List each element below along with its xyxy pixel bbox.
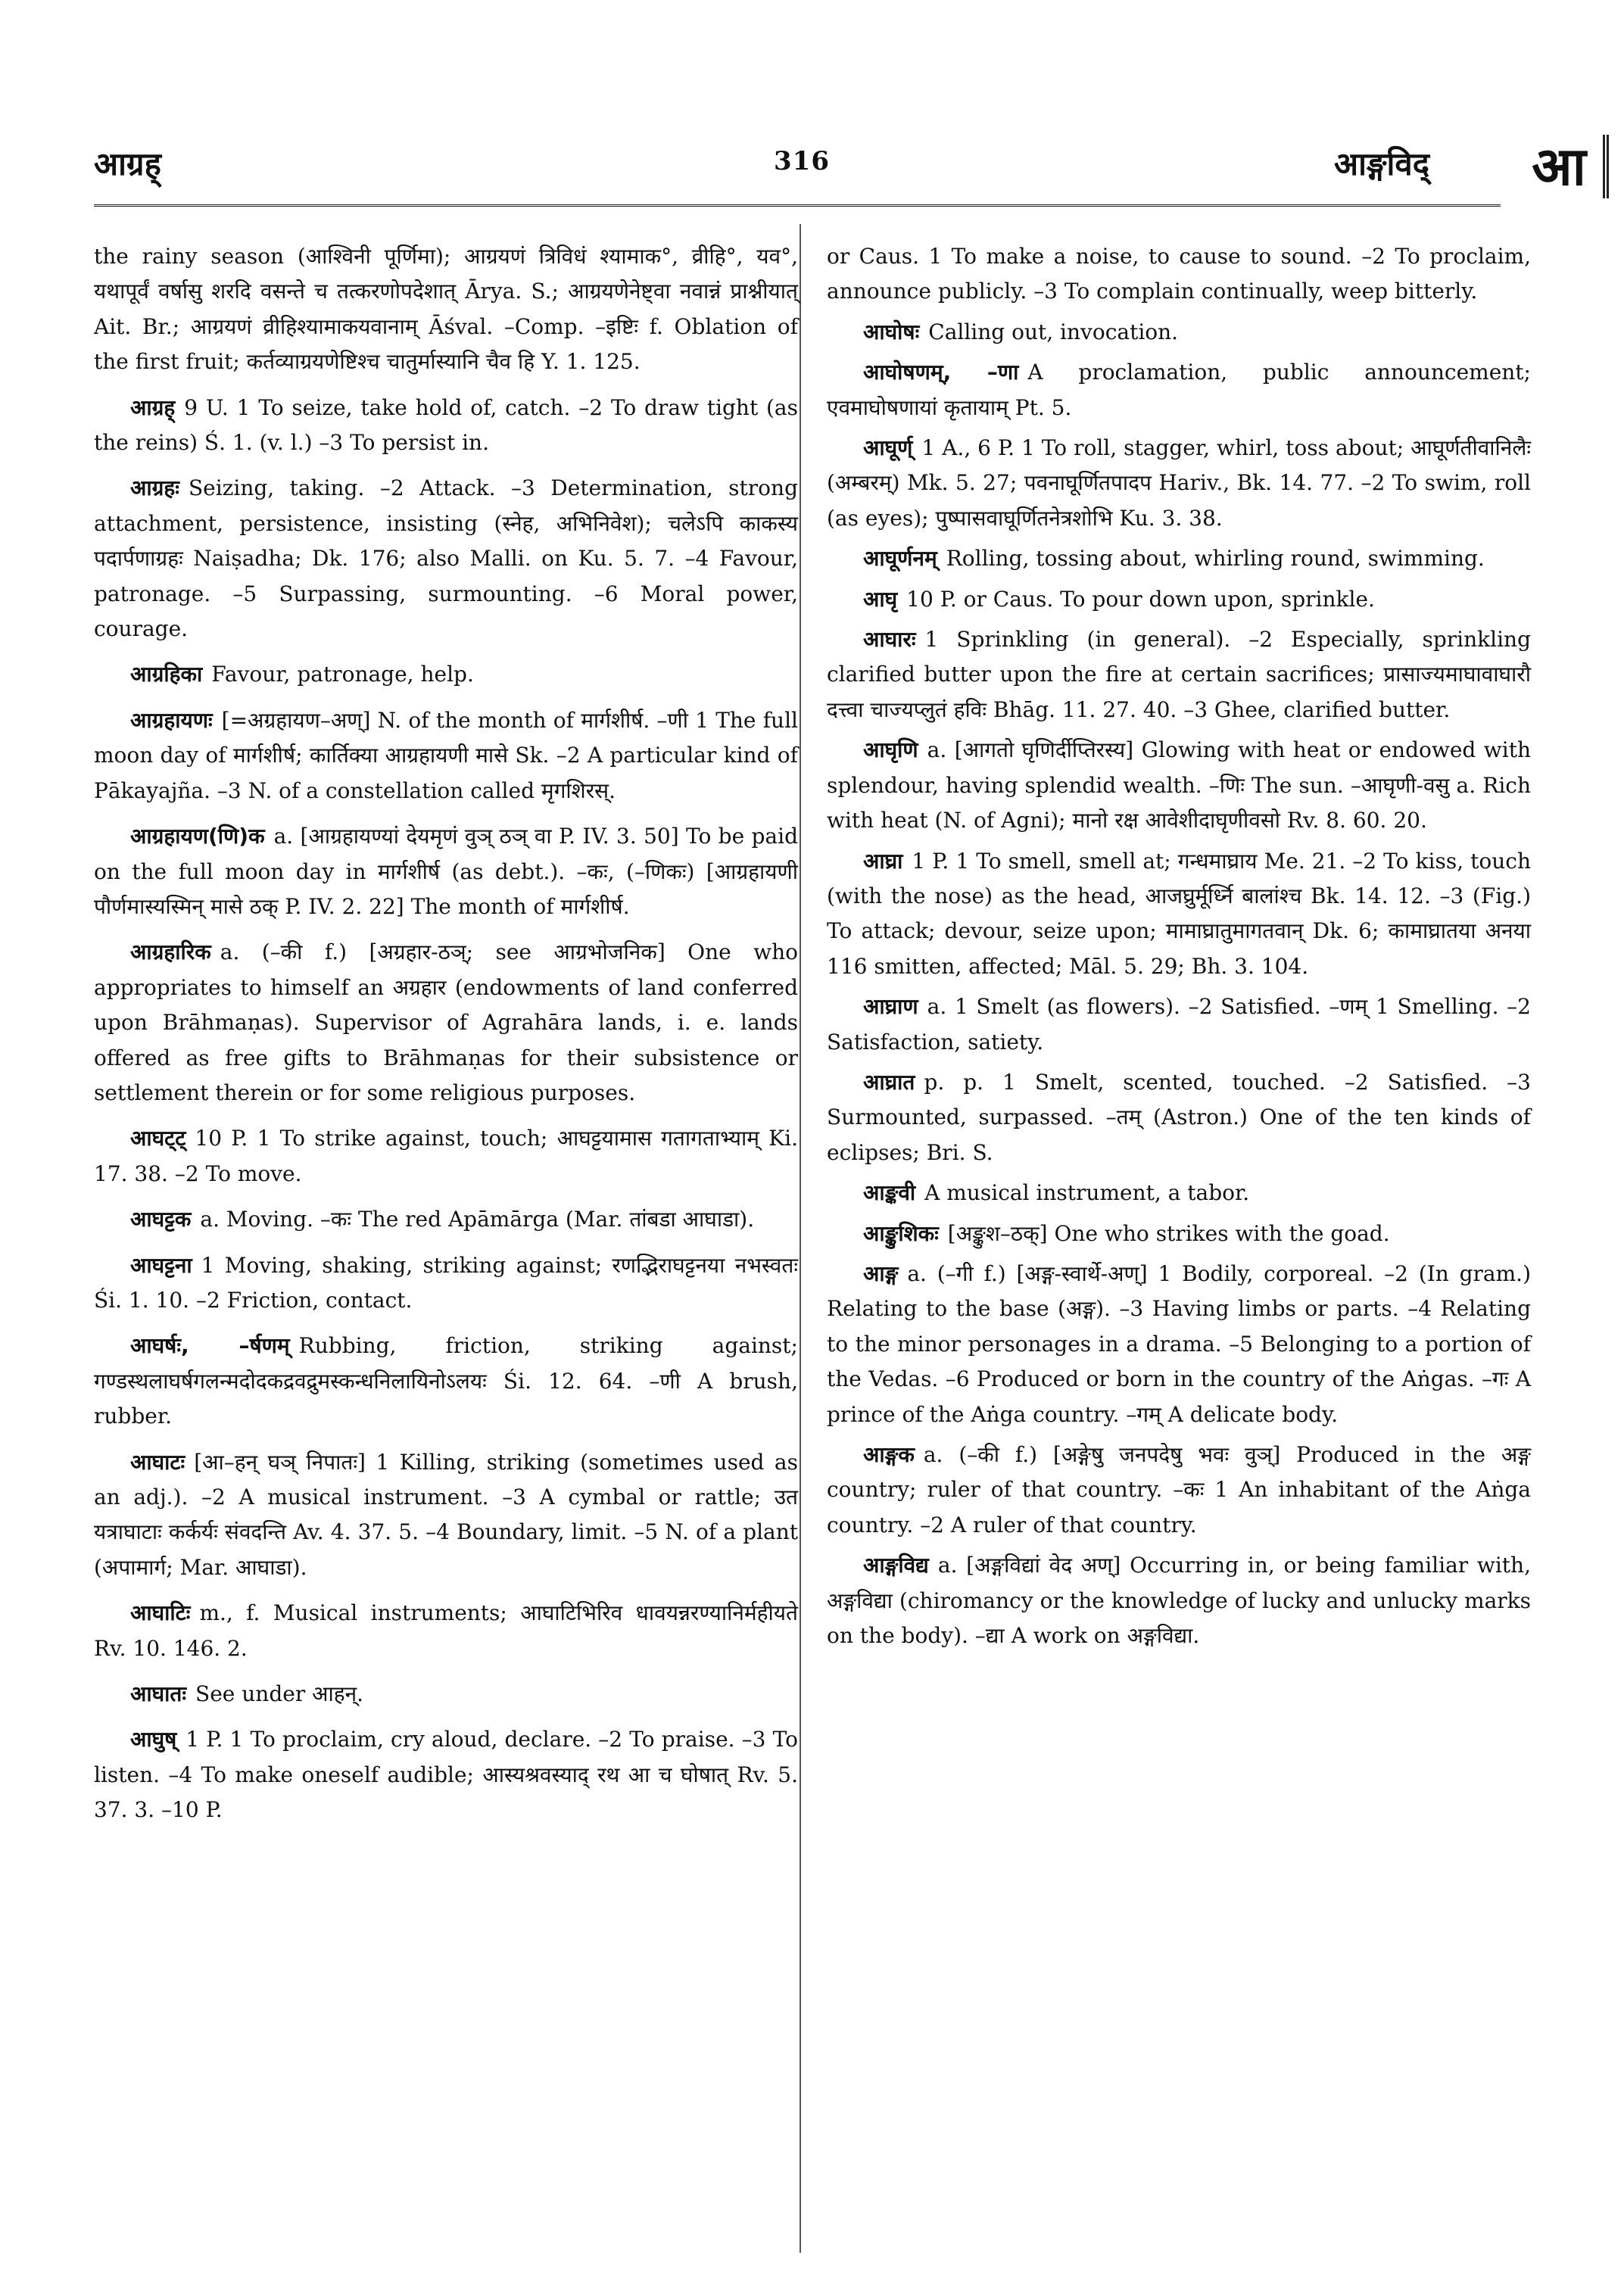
entry-headword: आङ्कुशिकः (863, 1220, 939, 1246)
entry-headword: आघातः (130, 1681, 187, 1707)
dictionary-entry (827, 541, 1531, 576)
entry-definition: [आ–हन् घञ् निपातः] 1 Killing, striking (sometimes used as an adj.). –2 A musical instrument. –3 A cymbal or rattle; उत यत्राघाटाः कर्कर्यः संवदन्ति Av. 4. 37. 5. –4 Boundary, limit. –5 N. of a plant (अपामार्ग; Mar. आघाडा). (94, 1449, 798, 1580)
entry-definition: a. [आगतो घृणिर्दीप्तिरस्य] Glowing with heat or endowed with splendour, having splendid wealth. –णिः The sun. –आघृणी-वसु a. Rich with heat (N. of Agni); मानो रक्ष आवेशीदाघृणीवसो Rv. 8. 60. 20. (827, 737, 1531, 833)
dictionary-entry (827, 1065, 1531, 1170)
entry-definition: 1 P. 1 To smell, smell at; गन्धमाघ्राय Me. 21. –2 To kiss, touch (with the nose) as the head, आजघ्रुर्मूर्ध्नि बालांश्च Bk. 14. 12. –3 (Fig.) To attack; devour, seize upon; मामाघ्रातुमागतवान् Dk. 6; कामाघ्रातया अनया 116 smitten, affected; Māl. 5. 29; Bh. 3. 104. (827, 848, 1531, 979)
entry-headword: आग्रह् (130, 394, 176, 420)
entry-definition: A proclamation, public announcement; एवमाघोषणायां कृतायाम् Pt. 5. (827, 360, 1531, 420)
entry-definition: a. Moving. –कः The red Apāmārga (Mar. तांबडा आघाडा). (200, 1207, 755, 1232)
dictionary-entry (827, 989, 1531, 1060)
entry-headword: आघ्रात (863, 1069, 915, 1095)
entry-headword: आघ्रा (863, 848, 903, 874)
entry-headword: आङ्गक (863, 1442, 915, 1467)
entry-headword: आङ्कवी (863, 1180, 916, 1206)
entry-definition: p. p. 1 Smelt, scented, touched. –2 Satisfied. –3 Surmounted, surpassed. –तम् (Astron.) One of the ten kinds of eclipses; Bri. S. (827, 1069, 1531, 1165)
entry-definition: a. (–की f.) [अग्रहार-ठञ्; see आग्रभोजनिक] One who appropriates to himself an अग्रहार (endowments of land conferred upon Brāhmaṇas). Supervisor of Agrahāra lands, i. e. lands offered as free gifts to Brāhmaṇas for their subsistence or settlement therein or for some religious purposes. (94, 939, 798, 1105)
entry-headword: आङ्ग (863, 1260, 899, 1286)
entry-definition: Seizing, taking. –2 Attack. –3 Determination, strong attachment, persistence, insisting (स्नेह, अभिनिवेश); चलेऽपि काकस्य पदार्पणाग्रहः Naiṣadha; Dk. 176; also Malli. on Ku. 5. 7. –4 Favour, patronage. –5 Surpassing, surmounting. –6 Moral power, courage. (94, 475, 798, 642)
entry-definition: 1 Moving, shaking, striking against; रणद्भिराघट्टनया नभस्वतः Śi. 1. 10. –2 Friction, contact. (94, 1252, 798, 1313)
dictionary-entry (827, 1438, 1531, 1543)
entry-headword: आघृणि (863, 737, 918, 763)
entry-definition: [अङ्कुश–ठक्] One who strikes with the goad. (947, 1220, 1390, 1246)
dictionary-entry (827, 582, 1531, 617)
dictionary-entry (827, 844, 1531, 985)
dictionary-entry (827, 1548, 1531, 1653)
dictionary-entry (827, 355, 1531, 425)
dictionary-entry (827, 1217, 1531, 1251)
entry-headword: आघुष् (130, 1727, 177, 1752)
dictionary-entry (827, 733, 1531, 838)
entry-definition: Rubbing, friction, striking against; गण्डस्थलाघर्षगलन्मदोदकद्रवद्रुमस्कन्धनिलायिनोऽलयः Śi. 12. 64. –णी A brush, rubber. (94, 1333, 798, 1429)
entry-headword: आघूर्णनम् (863, 546, 937, 572)
entry-headword: आग्रहायणः (130, 707, 213, 733)
entry-definition: a. (–गी f.) [अङ्ग-स्वार्थे-अण्] 1 Bodily, corporeal. –2 (In gram.) Relating to the base (अङ्ग). –3 Having limbs or parts. –4 Relating to the minor personages in a drama. –5 Belonging to a portion of the Vedas. –6 Produced or born in the country of the Aṅgas. –गः A prince of the Aṅga country. –गम् A delicate body. (827, 1260, 1531, 1427)
entry-headword: आघर्षः, –र्षणम् (130, 1333, 290, 1359)
entry-headword: आघोषणम्, –णा (863, 360, 1019, 385)
dictionary-entry (827, 1257, 1531, 1432)
entry-headword: आघाटिः (130, 1600, 191, 1626)
left-column (94, 239, 798, 1839)
entry-definition: Rolling, tossing about, whirling round, swimming. (946, 546, 1485, 572)
entry-definition: See under आहन्. (195, 1681, 364, 1707)
dictionary-entry (94, 1329, 798, 1434)
entry-definition: A musical instrument, a tabor. (924, 1180, 1250, 1206)
dictionary-entry (94, 239, 798, 380)
entry-headword: आघूर्ण् (863, 435, 913, 461)
page-number: 316 (774, 146, 830, 176)
entry-definition: a. [आग्रहायण्यां देयमृणं वुञ् ठञ् वा P. IV. 3. 50] To be paid on the full moon day in मार्गशीर्ष (as debt.). –कः, (–णिकः) [आग्रहायणी पौर्णमास्यस्मिन् मासे ठक् P. IV. 2. 22] The month of मार्गशीर्ष. (94, 824, 798, 919)
dictionary-entry (94, 1248, 798, 1319)
entry-headword: आघोषः (863, 319, 920, 344)
entry-headword: आग्रहायण(णि)क (130, 824, 265, 849)
left-guide-word: आग्रह् (94, 145, 161, 182)
right-column (827, 239, 1531, 1659)
dictionary-entry (827, 239, 1531, 310)
dictionary-entry (94, 819, 798, 924)
dictionary-entry (94, 935, 798, 1111)
entry-definition: 9 U. 1 To seize, take hold of, catch. –2 To draw tight (as the reins) Ś. 1. (v. l.) –3 To persist in. (94, 394, 798, 456)
entry-definition: or Caus. 1 To make a noise, to cause to sound. –2 To proclaim, announce publicly. –3 To complain continually, weep bitterly. (827, 244, 1531, 304)
entry-headword: आङ्गविद्य (863, 1553, 929, 1578)
entry-definition: a. (–की f.) [अङ्गेषु जनपदेषु भवः वुञ्] Produced in the अङ्ग country; ruler of that country. –कः 1 An inhabitant of the Aṅga country. –2 A ruler of that country. (827, 1442, 1531, 1537)
entry-definition: a. 1 Smelt (as flowers). –2 Satisfied. –णम् 1 Smelling. –2 Satisfaction, satiety. (827, 994, 1531, 1055)
dictionary-entry (94, 657, 798, 692)
entry-definition: 10 P. 1 To strike against, touch; आघट्टयामास गतागताभ्याम् Ki. 17. 38. –2 To move. (94, 1126, 798, 1186)
dictionary-entry (827, 315, 1531, 350)
dictionary-entry (94, 1677, 798, 1712)
entry-definition: m., f. Musical instruments; आघाटिभिरिव धावयन्नरण्यानिर्महीयते Rv. 10. 146. 2. (94, 1600, 798, 1661)
dictionary-entry (94, 391, 798, 461)
thumb-index-tab: आ (1526, 135, 1609, 198)
entry-headword: आग्रहः (130, 475, 179, 501)
entry-headword: आघ्राण (863, 994, 918, 1020)
dictionary-entry (94, 1121, 798, 1192)
entry-definition: a. [अङ्गविद्यां वेद अण्] Occurring in, or being familiar with, अङ्गविद्या (chiromancy or the knowledge of lucky and unlucky marks on the body). –द्या A work on अङ्गविद्या. (827, 1553, 1531, 1649)
entry-headword: आघारः (863, 627, 916, 653)
entry-headword: आघट्टना (130, 1252, 192, 1278)
dictionary-entry (94, 1596, 798, 1666)
entry-headword: आग्रहिका (130, 662, 203, 687)
dictionary-entry (827, 622, 1531, 727)
entry-headword: आघट्ट् (130, 1126, 186, 1151)
dictionary-entry (827, 1176, 1531, 1210)
right-guide-word: आङ्गविद् (1334, 145, 1430, 182)
entry-definition: 1 Sprinkling (in general). –2 Especially, sprinkling clarified butter upon the fire at certain sacrifices; प्रासाज्यमाघावाघारौ दत्त्वा चाज्यप्लुतं हविः Bhāg. 11. 27. 40. –3 Ghee, clarified butter. (827, 627, 1531, 722)
dictionary-entry (827, 431, 1531, 536)
entry-definition: [=अग्रहायण–अण्] N. of the month of मार्गशीर्ष. –णी 1 The full moon day of मार्गशीर्ष; कार्तिक्या आग्रहायणी मासे Sk. –2 A particular kind of Pākayajña. –3 N. of a constellation called मृगशिरस्. (94, 707, 798, 803)
dictionary-entry (94, 1722, 798, 1827)
header-rule (94, 204, 1501, 207)
dictionary-entry (94, 1445, 798, 1586)
entry-headword: आघाटः (130, 1449, 185, 1475)
entry-headword: आघट्टक (130, 1207, 192, 1232)
entry-definition: the rainy season (आश्विनी पूर्णिमा); आग्रयणं त्रिविधं श्यामाक°, व्रीहि°, यव°, यथापूर्वं वर्षासु शरदि वसन्ते च तत्करणोपदेशात् Ārya. S.; आग्रयणेनेष्ट्वा नवान्नं प्राश्नीयात् Ait. Br.; आग्रयणं व्रीहिश्यामाकयवानाम् Āśval. –Comp. –इष्टिः f. Oblation of the first fruit; कर्तव्याग्रयणेष्टिश्च चातुर्मास्यानि चैव हि Y. 1. 125. (94, 244, 798, 375)
entry-definition: Calling out, invocation. (928, 319, 1179, 344)
entry-definition: 1 A., 6 P. 1 To roll, stagger, whirl, toss about; आघूर्णतीवानिलैः (अम्बरम्) Mk. 5. 27; पवनाघूर्णितपादप Hariv., Bk. 14. 77. –2 To swim, roll (as eyes); पुष्पासवाघूर्णितनेत्रशोभि Ku. 3. 38. (827, 435, 1531, 531)
column-divider (800, 224, 801, 2253)
entry-definition: Favour, patronage, help. (211, 662, 474, 687)
entry-definition: 10 P. or Caus. To pour down upon, sprinkle. (906, 586, 1375, 612)
entry-definition: 1 P. 1 To proclaim, cry aloud, declare. –2 To praise. –3 To listen. –4 To make oneself audible; आस्यश्रवस्याद् रथ आ च घोषात् Rv. 5. 37. 3. –10 P. (94, 1727, 798, 1823)
dictionary-entry (94, 471, 798, 646)
entry-headword: आघृ (863, 586, 898, 612)
dictionary-entry (94, 1202, 798, 1237)
entry-headword: आग्रहारिक (130, 939, 211, 965)
dictionary-entry (94, 703, 798, 808)
